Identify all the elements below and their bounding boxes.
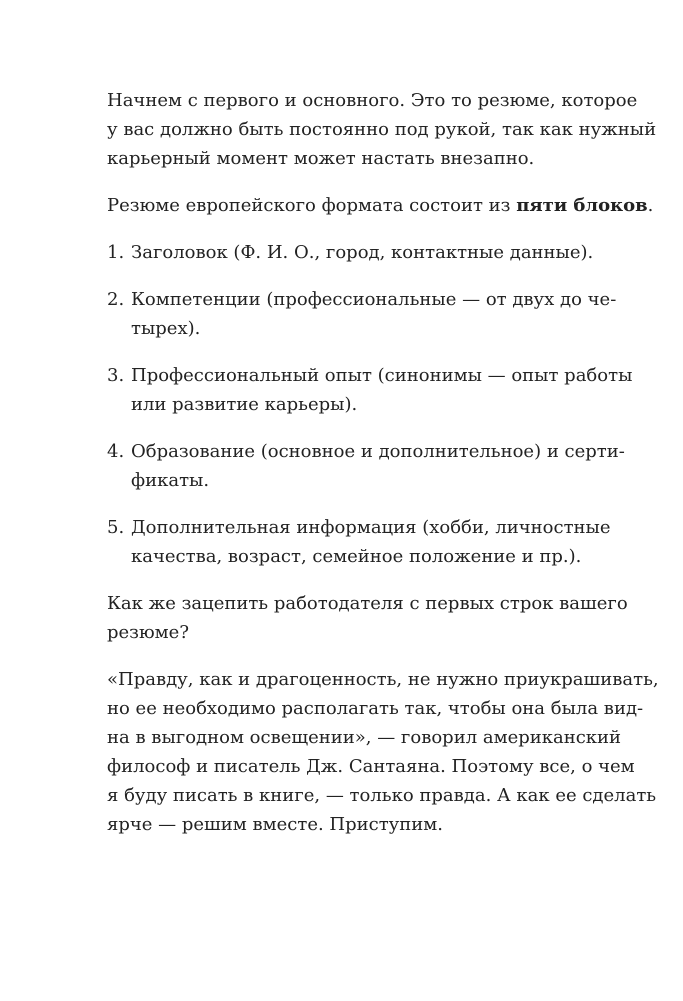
blocks-sentence-emphasis: пяти блоков — [516, 195, 648, 216]
list-item-1 — [107, 238, 594, 267]
intro-line: карьерный момент может настать внезапно. — [107, 148, 535, 169]
blocks-sentence — [107, 191, 654, 220]
quote-line: ярче — решим вместе. Приступим. — [107, 814, 443, 835]
blocks-sentence-line — [107, 191, 654, 220]
list-line: тырех). — [131, 318, 201, 339]
list-line: Заголовок (Ф. И. О., город, контактные данные). — [131, 242, 594, 263]
list-item-4 — [107, 437, 625, 495]
question-line: Как же зацепить работодателя с первых строк вашего — [107, 593, 628, 614]
list-number: 4. — [107, 441, 125, 462]
list-number: 2. — [107, 289, 125, 310]
quote-line: «Правду, как и драгоценность, не нужно приукрашивать, — [107, 669, 659, 690]
quote-line: я буду писать в книге, — только правда. А как ее сделать — [107, 785, 657, 806]
list-item-2 — [107, 285, 617, 343]
list-line: фикаты. — [131, 470, 210, 491]
quote-line: но ее необходимо располагать так, чтобы она была вид- — [107, 698, 644, 719]
list-line: Образование (основное и дополнительное) и серти- — [131, 441, 625, 462]
list-item-5 — [107, 513, 611, 571]
list-line: или развитие карьеры). — [131, 394, 358, 415]
quote-paragraph — [107, 665, 659, 839]
quote-line: на в выгодном освещении», — говорил американский — [107, 727, 622, 748]
page-body — [107, 86, 659, 857]
intro-line: Начнем с первого и основного. Это то резюме, которое — [107, 90, 638, 111]
list-line: Дополнительная информация (хобби, личностные — [131, 517, 611, 538]
list-line: Компетенции (профессиональные — от двух до че- — [131, 289, 617, 310]
list-number: 5. — [107, 517, 125, 538]
question-paragraph — [107, 589, 628, 647]
list-line: качества, возраст, семейное положение и пр.). — [131, 546, 582, 567]
blocks-sentence-suffix: . — [647, 195, 654, 216]
list-number: 1. — [107, 242, 125, 263]
blocks-sentence-prefix: Резюме европейского формата состоит из — [107, 195, 517, 216]
question-line: резюме? — [107, 622, 189, 643]
list-number: 3. — [107, 365, 125, 386]
list-line: Профессиональный опыт (синонимы — опыт работы — [131, 365, 633, 386]
intro-paragraph — [107, 86, 657, 173]
quote-line: философ и писатель Дж. Сантаяна. Поэтому все, о чем — [107, 756, 635, 777]
list-item-3 — [107, 361, 633, 419]
intro-line: у вас должно быть постоянно под рукой, так как нужный — [107, 119, 657, 140]
